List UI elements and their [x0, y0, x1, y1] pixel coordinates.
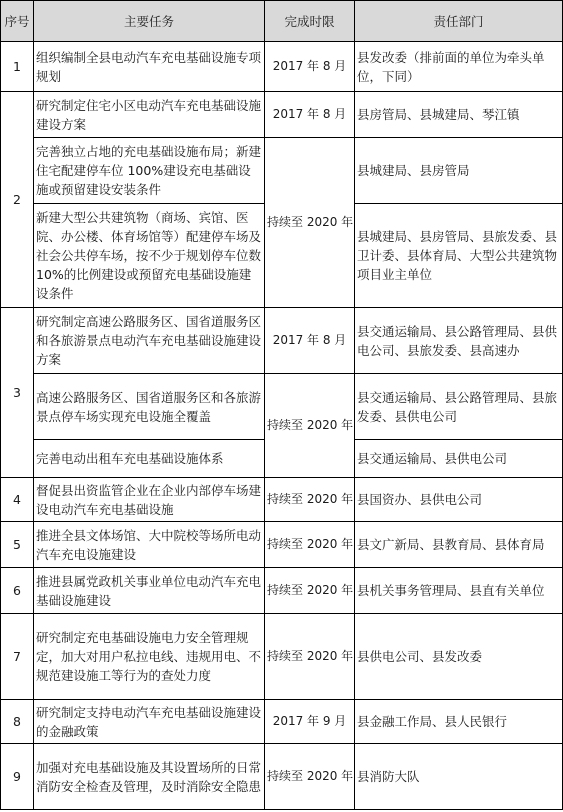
deadline-cell: 2017 年 8 月 [265, 308, 355, 374]
seq-cell: 8 [1, 700, 34, 744]
seq-cell: 9 [1, 744, 34, 810]
seq-cell: 2 [1, 92, 34, 308]
deadline-cell: 持续至 2020 年 [265, 744, 355, 810]
seq-cell: 4 [1, 478, 34, 522]
dept-cell: 县国资办、县供电公司 [355, 478, 563, 522]
table-row [1, 700, 563, 744]
dept-cell: 县发改委（排前面的单位为牵头单位，下同） [355, 42, 563, 92]
task-cell: 高速公路服务区、国省道服务区和各旅游景点停车场实现充电设施全覆盖 [34, 374, 265, 440]
seq-cell: 5 [1, 522, 34, 568]
table-row [1, 614, 563, 700]
header-row [1, 1, 563, 42]
table-row [1, 374, 563, 440]
deadline-cell: 2017 年 8 月 [265, 42, 355, 92]
table-row [1, 138, 563, 204]
task-cell: 完善电动出租车充电基础设施体系 [34, 440, 265, 478]
task-cell: 研究制定充电基础设施电力安全管理规定，加大对用户私拉电线、违规用电、不规范建设施工等行为的查处力度 [34, 614, 265, 700]
dept-cell: 县金融工作局、县人民银行 [355, 700, 563, 744]
dept-cell: 县交通运输局、县供电公司 [355, 440, 563, 478]
table-row [1, 92, 563, 138]
deadline-cell: 持续至 2020 年 [265, 138, 355, 308]
table-row [1, 744, 563, 810]
seq-cell: 6 [1, 568, 34, 614]
task-cell: 加强对充电基础设施及其设置场所的日常消防安全检查及管理，及时消除安全隐患 [34, 744, 265, 810]
header-seq: 序号 [1, 1, 34, 42]
task-cell: 完善独立占地的充电基础设施布局；新建住宅配建停车位 100%建设充电基础设施或预留建设安装条件 [34, 138, 265, 204]
task-cell: 研究制定支持电动汽车充电基础设施建设的金融政策 [34, 700, 265, 744]
dept-cell: 县城建局、县房管局、县旅发委、县卫计委、县体育局、大型公共建筑物项目业主单位 [355, 204, 563, 308]
task-cell: 推进全县文体场馆、大中院校等场所电动汽车充电设施建设 [34, 522, 265, 568]
task-cell: 督促县出资监管企业在企业内部停车场建设电动汽车充电基础设施 [34, 478, 265, 522]
deadline-cell: 持续至 2020 年 [265, 374, 355, 478]
table-row [1, 568, 563, 614]
table-row [1, 478, 563, 522]
dept-cell: 县消防大队 [355, 744, 563, 810]
header-dept: 责任部门 [355, 1, 563, 42]
table-row [1, 308, 563, 374]
seq-cell: 7 [1, 614, 34, 700]
deadline-cell: 持续至 2020 年 [265, 478, 355, 522]
seq-cell: 1 [1, 42, 34, 92]
task-cell: 研究制定住宅小区电动汽车充电基础设施建设方案 [34, 92, 265, 138]
table-row [1, 522, 563, 568]
deadline-cell: 持续至 2020 年 [265, 568, 355, 614]
deadline-cell: 持续至 2020 年 [265, 614, 355, 700]
dept-cell: 县供电公司、县发改委 [355, 614, 563, 700]
header-deadline: 完成时限 [265, 1, 355, 42]
deadline-cell: 持续至 2020 年 [265, 522, 355, 568]
dept-cell: 县房管局、县城建局、琴江镇 [355, 92, 563, 138]
deadline-cell: 2017 年 9 月 [265, 700, 355, 744]
deadline-cell: 2017 年 8 月 [265, 92, 355, 138]
dept-cell: 县机关事务管理局、县直有关单位 [355, 568, 563, 614]
task-cell: 推进县属党政机关事业单位电动汽车充电基础设施建设 [34, 568, 265, 614]
task-cell: 组织编制全县电动汽车充电基础设施专项规划 [34, 42, 265, 92]
seq-cell: 3 [1, 308, 34, 478]
task-cell: 新建大型公共建筑物（商场、宾馆、医院、办公楼、体育场馆等）配建停车场及社会公共停车场，按不少于规划停车位数 10%的比例建设或预留充电基础设施建设条件 [34, 204, 265, 308]
header-task: 主要任务 [34, 1, 265, 42]
table-row [1, 42, 563, 92]
dept-cell: 县城建局、县房管局 [355, 138, 563, 204]
task-cell: 研究制定高速公路服务区、国省道服务区和各旅游景点电动汽车充电基础设施建设方案 [34, 308, 265, 374]
dept-cell: 县交通运输局、县公路管理局、县旅发委、县供电公司 [355, 374, 563, 440]
dept-cell: 县文广新局、县教育局、县体育局 [355, 522, 563, 568]
dept-cell: 县交通运输局、县公路管理局、县供电公司、县旅发委、县高速办 [355, 308, 563, 374]
